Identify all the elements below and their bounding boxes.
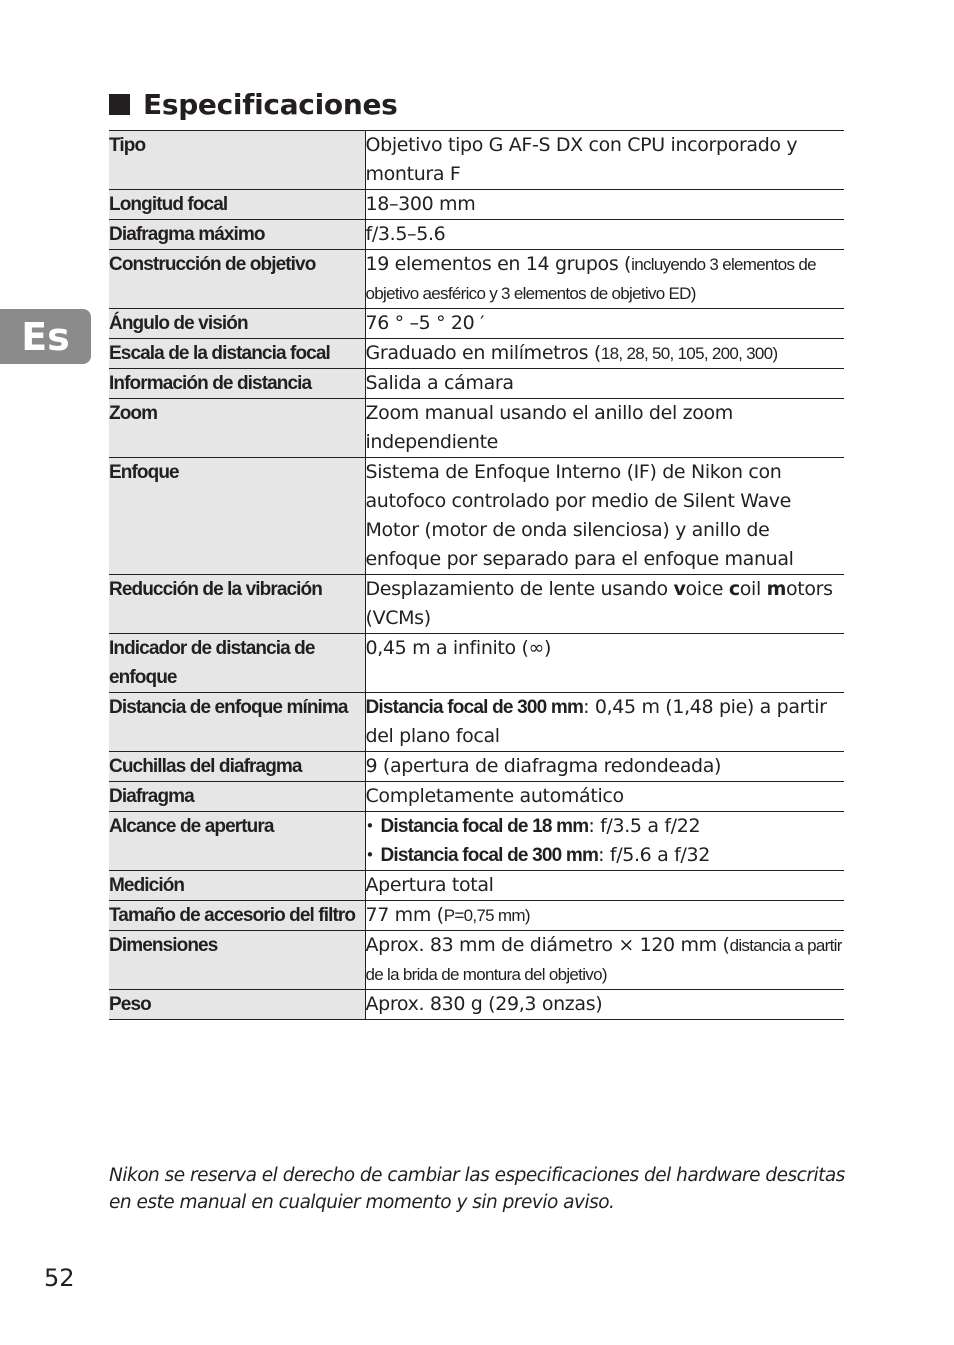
spec-label: Distancia de enfoque mínima: [109, 693, 365, 752]
table-row: [109, 931, 844, 990]
spec-value: [365, 250, 844, 309]
spec-value: Zoom manual usando el anillo del zoom independiente: [365, 399, 844, 458]
spec-label: Ángulo de visión: [109, 309, 365, 339]
spec-value-note: P=0,75 mm): [443, 906, 530, 925]
section-heading: [109, 84, 398, 124]
page-number: 52: [44, 1264, 75, 1292]
spec-value: Completamente automático: [365, 782, 844, 812]
spec-value-text: : f/3.5 a f/22: [588, 815, 701, 837]
spec-value: [365, 931, 844, 990]
spec-value-note: incluyendo 3 elementos de objetivo aesférico y 3 elementos de objetivo ED): [365, 255, 816, 303]
table-row: [109, 131, 844, 190]
table-row: [109, 339, 844, 369]
spec-value-text: : 0,45 m (1,48 pie) a partir del plano focal: [365, 696, 827, 747]
spec-value-main: Aprox. 83 mm de diámetro × 120 mm (: [365, 934, 730, 956]
table-row: [109, 871, 844, 901]
spec-value-note: 18, 28, 50, 105, 200, 300): [600, 344, 778, 363]
spec-value-text: oil: [739, 578, 767, 600]
spec-value-main: 77 mm (: [365, 904, 444, 926]
table-row: [109, 901, 844, 931]
table-row: [109, 990, 844, 1020]
spec-value: [365, 693, 844, 752]
spec-value-bold: Distancia focal de 300 mm: [365, 697, 584, 718]
spec-value-bold: Distancia focal de 18 mm: [380, 816, 589, 837]
spec-value-main: Graduado en milímetros (: [365, 342, 601, 364]
spec-label: Escala de la distancia focal: [109, 339, 365, 369]
spec-value: 0,45 m a infinito (∞): [365, 634, 844, 693]
spec-value-text: oice: [685, 578, 729, 600]
spec-value: 18–300 mm: [365, 190, 844, 220]
table-row: [109, 575, 844, 634]
spec-value: [365, 812, 844, 871]
aperture-range-list: [366, 812, 845, 870]
spec-value-note: distancia a partir de la brida de montura del objetivo): [365, 936, 842, 984]
spec-value: f/3.5–5.6: [365, 220, 844, 250]
spec-label: Dimensiones: [109, 931, 365, 990]
table-row: [109, 369, 844, 399]
table-row: [109, 634, 844, 693]
table-row: [109, 752, 844, 782]
spec-value: 76 ° –5 ° 20 ′: [365, 309, 844, 339]
spec-value-initial: c: [728, 578, 740, 600]
spec-label: Medición: [109, 871, 365, 901]
spec-label: Longitud focal: [109, 190, 365, 220]
spec-label: Indicador de distancia de enfoque: [109, 634, 365, 693]
table-row: [109, 250, 844, 309]
spec-value: Aprox. 830 g (29,3 onzas): [365, 990, 844, 1020]
spec-label: Construcción de objetivo: [109, 250, 365, 309]
spec-label: Información de distancia: [109, 369, 365, 399]
language-tab: Es: [0, 309, 91, 364]
spec-value-text: otors (VCMs): [365, 578, 833, 629]
spec-value: Objetivo tipo G AF-S DX con CPU incorporado y montura F: [365, 131, 844, 190]
specifications-table: [109, 130, 844, 1020]
spec-value: [365, 575, 844, 634]
spec-value-text: Desplazamiento de lente usando: [365, 578, 674, 600]
spec-label: Reducción de la vibración: [109, 575, 365, 634]
table-row: [109, 693, 844, 752]
spec-label: Cuchillas del diafragma: [109, 752, 365, 782]
spec-value-initial: m: [766, 578, 787, 600]
spec-value-bold: Distancia focal de 300 mm: [380, 845, 599, 866]
spec-value: Salida a cámara: [365, 369, 844, 399]
spec-value-main: 19 elementos en 14 grupos (: [365, 253, 632, 275]
table-row: [109, 458, 844, 575]
spec-label: Diafragma máximo: [109, 220, 365, 250]
spec-value: 9 (apertura de diafragma redondeada): [365, 752, 844, 782]
spec-value-initial: v: [673, 578, 686, 600]
heading-square-icon: [109, 94, 130, 115]
table-row: [109, 399, 844, 458]
spec-label: Diafragma: [109, 782, 365, 812]
spec-label: Enfoque: [109, 458, 365, 575]
table-row: [109, 220, 844, 250]
list-item: [366, 812, 845, 841]
page-title: Especificaciones: [143, 87, 398, 121]
spec-value: Apertura total: [365, 871, 844, 901]
spec-label: Tipo: [109, 131, 365, 190]
table-row: [109, 782, 844, 812]
disclaimer-note: Nikon se reserva el derecho de cambiar las especificaciones del hardware descritas en este manual en cualquier momento y sin previo aviso.: [109, 1165, 845, 1213]
spec-label: Alcance de apertura: [109, 812, 365, 871]
spec-label: Peso: [109, 990, 365, 1020]
table-row: [109, 812, 844, 871]
table-row: [109, 190, 844, 220]
list-item: [366, 841, 845, 870]
spec-value: [365, 339, 844, 369]
spec-value: Sistema de Enfoque Interno (IF) de Nikon con autofoco controlado por medio de Silent Wave Motor (motor de onda silenciosa) y anillo de enfoque por separado para el enfoque manual: [365, 458, 844, 575]
spec-value-text: : f/5.6 a f/32: [598, 844, 710, 866]
spec-label: Tamaño de accesorio del filtro: [109, 901, 365, 931]
spec-value: [365, 901, 844, 931]
table-row: [109, 309, 844, 339]
spec-label: Zoom: [109, 399, 365, 458]
